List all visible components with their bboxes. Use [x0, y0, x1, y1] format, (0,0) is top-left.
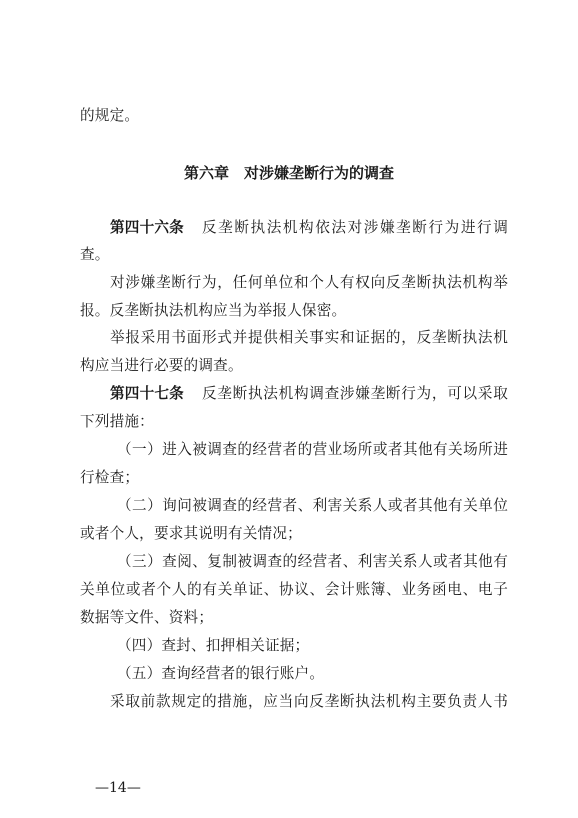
- item-2-line2: 或者个人，要求其说明有关情况；: [80, 525, 302, 542]
- article-46-label: 第四十六条: [110, 219, 184, 236]
- item-2-line1: （二）询问被调查的经营者、利害关系人或者其他有关单位: [117, 497, 508, 514]
- continuation-text: 的规定。: [80, 107, 140, 124]
- article-47-text-line1: 反垄断执法机构调查涉嫌垄断行为，可以采取: [201, 385, 508, 402]
- item-3-line3: 数据等文件、资料；: [80, 609, 214, 626]
- article-46-para3-line2: 构应当进行必要的调查。: [80, 357, 243, 374]
- article-47-text-line2: 下列措施：: [80, 413, 154, 430]
- article-46-para3-line1: 举报采用书面形式并提供相关事实和证据的，反垄断执法机: [110, 329, 508, 346]
- page-number: —14—: [95, 780, 141, 796]
- chapter-title: 第六章 对涉嫌垄断行为的调查: [183, 164, 394, 182]
- item-1-line1: （一）进入被调查的经营者的营业场所或者其他有关场所进: [117, 441, 508, 458]
- article-46-para2-line2: 报。反垄断执法机构应当为举报人保密。: [80, 302, 347, 319]
- article-47-first-line: [110, 384, 508, 404]
- item-4: （四）查封、扣押相关证据；: [117, 637, 310, 654]
- article-46-text-line2: 查。: [80, 246, 110, 263]
- article-47-label: 第四十七条: [110, 385, 184, 402]
- item-1-line2: 行检查；: [80, 469, 140, 486]
- item-3-line2: 关单位或者个人的有关单证、协议、会计账簿、业务函电、电子: [80, 581, 508, 598]
- article-46-first-line: [110, 218, 508, 238]
- item-3-line1: （三）查阅、复制被调查的经营者、利害关系人或者其他有: [117, 553, 508, 570]
- article-46-text-line1: 反垄断执法机构依法对涉嫌垄断行为进行调: [201, 219, 508, 236]
- article-46-para2-line1: 对涉嫌垄断行为，任何单位和个人有权向反垄断执法机构举: [110, 274, 508, 291]
- item-5: （五）查询经营者的银行账户。: [117, 665, 325, 682]
- final-paragraph-line1: 采取前款规定的措施，应当向反垄断执法机构主要负责人书: [110, 693, 508, 710]
